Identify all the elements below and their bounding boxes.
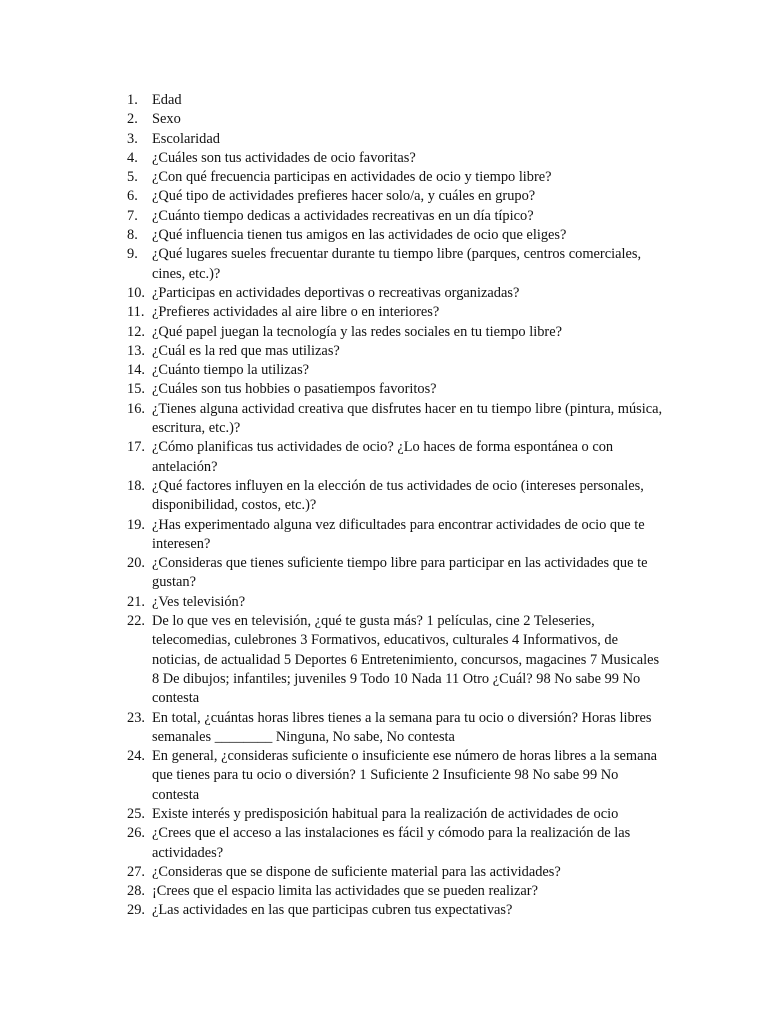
question-text: ¿Has experimentado alguna vez dificultades para encontrar actividades de ocio que te interesen? — [152, 516, 645, 552]
question-number: 13. — [127, 342, 145, 359]
question-text: ¿Prefieres actividades al aire libre o en interiores? — [152, 304, 440, 321]
question-number: 29. — [127, 902, 145, 919]
question-text: ¿Tienes alguna actividad creativa que disfrutes hacer en tu tiempo libre (pintura, música, escritura, etc.)? — [152, 400, 663, 437]
question-text: ¿Qué influencia tienen tus amigos en las actividades de ocio que eliges? — [152, 227, 567, 244]
question-text: Sexo — [152, 111, 181, 128]
question-item — [127, 245, 667, 284]
question-number: 25. — [127, 805, 145, 822]
question-text: ¿Crees que el acceso a las instalaciones es fácil y cómodo para la realización de las actividades? — [152, 825, 631, 861]
question-item — [127, 130, 667, 149]
question-number: 26. — [127, 825, 145, 842]
question-item — [127, 380, 667, 399]
question-text: ¿Qué papel juegan la tecnología y las redes sociales en tu tiempo libre? — [152, 323, 562, 340]
question-number: 16. — [127, 400, 145, 417]
question-item — [127, 323, 667, 342]
question-text: ¿Cuáles son tus actividades de ocio favoritas? — [152, 149, 416, 166]
question-text: ¿Cuál es la red que mas utilizas? — [152, 342, 340, 359]
question-number: 27. — [127, 863, 145, 880]
question-item — [127, 805, 667, 824]
question-number: 8. — [127, 227, 138, 244]
question-item — [127, 554, 667, 593]
question-item — [127, 303, 667, 322]
question-number: 3. — [127, 130, 138, 147]
question-number: 2. — [127, 111, 138, 128]
question-item — [127, 187, 667, 206]
question-item — [127, 824, 667, 863]
question-number: 7. — [127, 207, 138, 224]
question-text: ¿Qué lugares sueles frecuentar durante tu tiempo libre (parques, centros comerciales, cines, etc.)? — [152, 246, 642, 282]
question-number: 19. — [127, 516, 145, 533]
question-item — [127, 207, 667, 226]
question-item — [127, 477, 667, 516]
question-text: De lo que ves en televisión, ¿qué te gusta más? 1 películas, cine 2 Teleseries, telecomedias, culebrones 3 Formativos, educativos, culturales 4 Informativos, de noticias, de actualidad 5 Deportes 6 Entretenimiento, concursos, magacines 7 Musicales 8 De dibujos; infantiles; juveniles 9 Todo 10 Nada 11 Otro ¿Cuál? 98 No sabe 99 No contesta — [152, 613, 660, 707]
question-text: ¿Cómo planificas tus actividades de ocio? ¿Lo haces de forma espontánea o con antelación? — [152, 439, 614, 475]
question-item — [127, 400, 667, 439]
question-item — [127, 91, 667, 110]
question-text: Escolaridad — [152, 130, 220, 147]
question-item — [127, 612, 667, 708]
question-text: ¿Participas en actividades deportivas o recreativas organizadas? — [152, 284, 520, 301]
question-text: En general, ¿consideras suficiente o insuficiente ese número de horas libres a la semana que tienes para tu ocio o diversión? 1 Suficiente 2 Insuficiente 98 No sabe 99 No contesta — [152, 748, 658, 803]
question-number: 23. — [127, 709, 145, 726]
question-item — [127, 516, 667, 555]
question-number: 24. — [127, 748, 145, 765]
question-number: 5. — [127, 169, 138, 186]
question-item — [127, 149, 667, 168]
question-text: ¿Qué tipo de actividades prefieres hacer solo/a, y cuáles en grupo? — [152, 188, 536, 205]
question-text: ¿Cuáles son tus hobbies o pasatiempos favoritos? — [152, 381, 437, 398]
question-number: 15. — [127, 381, 145, 398]
question-item — [127, 168, 667, 187]
question-text: ¿Las actividades en las que participas cubren tus expectativas? — [152, 902, 513, 919]
question-list — [127, 91, 667, 921]
question-item — [127, 709, 667, 748]
question-text: ¿Cuánto tiempo la utilizas? — [152, 362, 310, 379]
question-text: ¿Ves televisión? — [152, 593, 246, 610]
question-item — [127, 110, 667, 129]
question-text: Existe interés y predisposición habitual para la realización de actividades de ocio — [152, 805, 619, 822]
question-text: En total, ¿cuántas horas libres tienes a la semana para tu ocio o diversión? Horas libres semanales ________ Ninguna, No sabe, No contesta — [152, 709, 652, 745]
question-text: Edad — [152, 92, 182, 108]
question-item — [127, 438, 667, 477]
question-number: 12. — [127, 323, 145, 340]
question-item — [127, 342, 667, 361]
question-number: 4. — [127, 149, 138, 166]
question-number: 20. — [127, 555, 145, 572]
question-item — [127, 882, 667, 901]
question-text: ¿Con qué frecuencia participas en actividades de ocio y tiempo libre? — [152, 169, 552, 186]
question-item — [127, 593, 667, 612]
question-item — [127, 226, 667, 245]
question-number: 10. — [127, 284, 145, 301]
question-item — [127, 284, 667, 303]
question-number: 9. — [127, 246, 138, 263]
question-text: ¡Crees que el espacio limita las actividades que se pueden realizar? — [152, 883, 538, 900]
question-number: 22. — [127, 613, 145, 630]
question-text: ¿Consideras que tienes suficiente tiempo libre para participar en las actividades que te gustan? — [152, 555, 648, 591]
question-number: 6. — [127, 188, 138, 205]
question-item — [127, 863, 667, 882]
question-number: 21. — [127, 593, 145, 610]
question-number: 1. — [127, 92, 138, 108]
question-number: 14. — [127, 362, 145, 379]
question-text: ¿Consideras que se dispone de suficiente material para las actividades? — [152, 863, 561, 880]
question-item — [127, 747, 667, 805]
question-item — [127, 901, 667, 920]
question-number: 17. — [127, 439, 145, 456]
question-number: 28. — [127, 883, 145, 900]
question-number: 11. — [127, 304, 145, 321]
question-text: ¿Qué factores influyen en la elección de tus actividades de ocio (intereses personales, disponibilidad, costos, etc.)? — [152, 477, 644, 514]
question-number: 18. — [127, 477, 145, 494]
question-text: ¿Cuánto tiempo dedicas a actividades recreativas en un día típico? — [152, 207, 534, 224]
question-item — [127, 361, 667, 380]
